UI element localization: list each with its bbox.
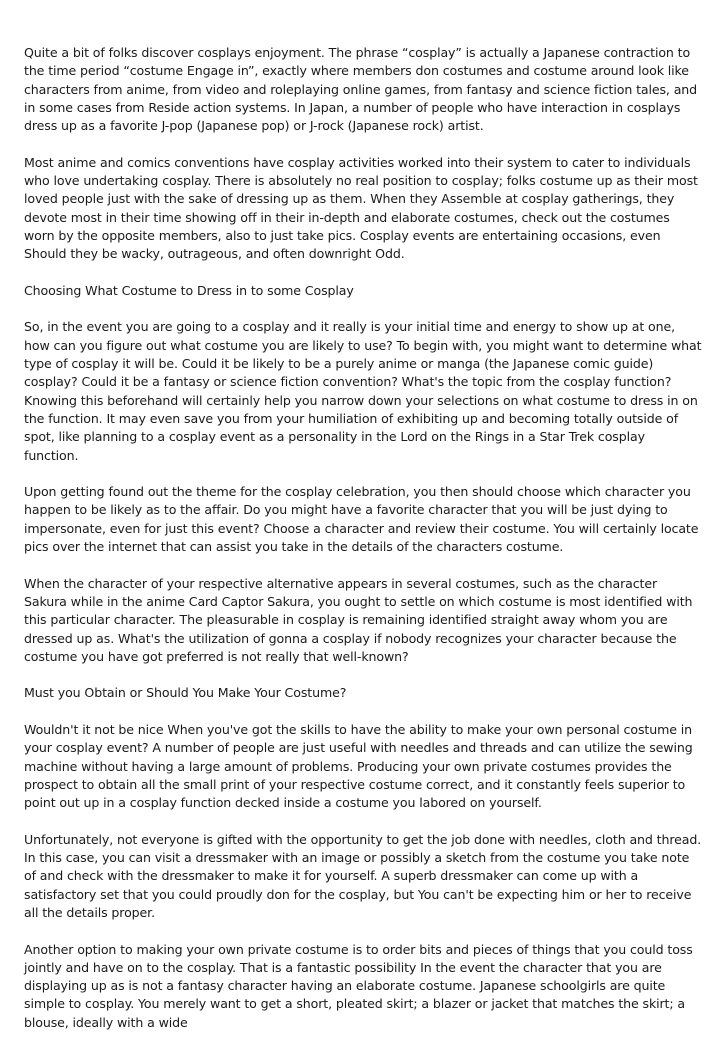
heading-choosing-costume: Choosing What Costume to Dress in to some Cosplay — [24, 282, 354, 298]
paragraph-make-own: Wouldn't it not be nice When you've got the skills to have the ability to make your own personal costume in your cosplay event? A number of people are just useful with needles and threads and can utilize the sewing machine without having a large amount of problems. Producing your own private costumes provides the prospect to obtain all the small print of your respective costume correct, and it constantly feels superior to point out up in a cosplay function decked inside a costume you labored on yourself. — [24, 721, 693, 811]
paragraph-choose-character: Upon getting found out the theme for the cosplay celebration, you then should choose which character you happen to be likely as to the affair. Do you might have a favorite character that you will be just dying to impersonate, even for just this event? Choose a character and review their costume. You will certainly locate pics over the internet that can assist you take in the details of the characters costume. — [24, 484, 699, 555]
paragraph-order-pieces: Another option to making your own private costume is to order bits and pieces of things that you could toss jointly and have on to the cosplay. That is a fantastic possibility In the event the character that you are displaying up as is not a fantasy character having an elaborate costume. Japanese schoolgirls are quite simple to cosplay. You merely want to get a short, pleated skirt; a blazer or jacket that matches the skirt; a blouse, ideally with a wide — [24, 941, 693, 1030]
paragraph-intro: Quite a bit of folks discover cosplays enjoyment. The phrase “cosplay” is actually a Japanese contraction to the time period “costume Engage in”, exactly where members don costumes and costume around look like characters from anime, from video and roleplaying online games, from fantasy and science fiction tales, and in some cases from Reside action systems. In Japan, a number of people who have interaction in cosplays dress up as a favorite J-pop (Japanese pop) or J-rock (Japanese rock) artist. — [24, 45, 698, 134]
heading-buy-or-make: Must you Obtain or Should You Make Your Costume? — [24, 685, 347, 701]
paragraph-first-cosplay: So, in the event you are going to a cosplay and it really is your initial time and energy to show up at one, how can you figure out what costume you are likely to use? To begin with, you might want to determine what type of cosplay it will be. Could it be likely to be a purely anime or manga (the Japanese comic guide) cosplay? Could it be a fantasy or science fiction convention? What's the topic from the cosplay function? Knowing this beforehand will certainly help you narrow down your selections on what costume to dress in on the function. It may even save you from your humiliation of exhibiting up and becoming totally outside of spot, like planning to a cosplay event as a personality in the Lord on the Rings in a Star Trek cosplay function. — [24, 319, 702, 463]
document-body — [24, 44, 702, 1050]
paragraph-dressmaker: Unfortunately, not everyone is gifted with the opportunity to get the job done with needles, cloth and thread. In this case, you can visit a dressmaker with an image or possibly a sketch from the costume you take note of and check with the dressmaker to make it for yourself. A superb dressmaker can come up with a satisfactory set that you could proudly don for the cosplay, but You can't be expecting him or her to receive all the details proper. — [24, 831, 702, 920]
paragraph-multiple-costumes: When the character of your respective alternative appears in several costumes, such as the character Sakura while in the anime Card Captor Sakura, you ought to settle on which costume is most identified with this particular character. The pleasurable in cosplay is remaining identified straight away whom you are dressed up as. What's the utilization of gonna a cosplay if nobody recognizes your character because the costume you have got preferred is not really that well-known? — [24, 575, 693, 664]
paragraph-conventions: Most anime and comics conventions have cosplay activities worked into their system to cater to individuals who love undertaking cosplay. There is absolutely no real position to cosplay; folks costume up as their most loved people just with the sake of dressing up as them. When they Assemble at cosplay gatherings, they devote most in their time showing off in their in-depth and elaborate costumes, check out the costumes worn by the opposite members, also to just take pics. Cosplay events are entertaining occasions, even Should they be wacky, outrageous, and often downright Odd. — [24, 154, 698, 262]
